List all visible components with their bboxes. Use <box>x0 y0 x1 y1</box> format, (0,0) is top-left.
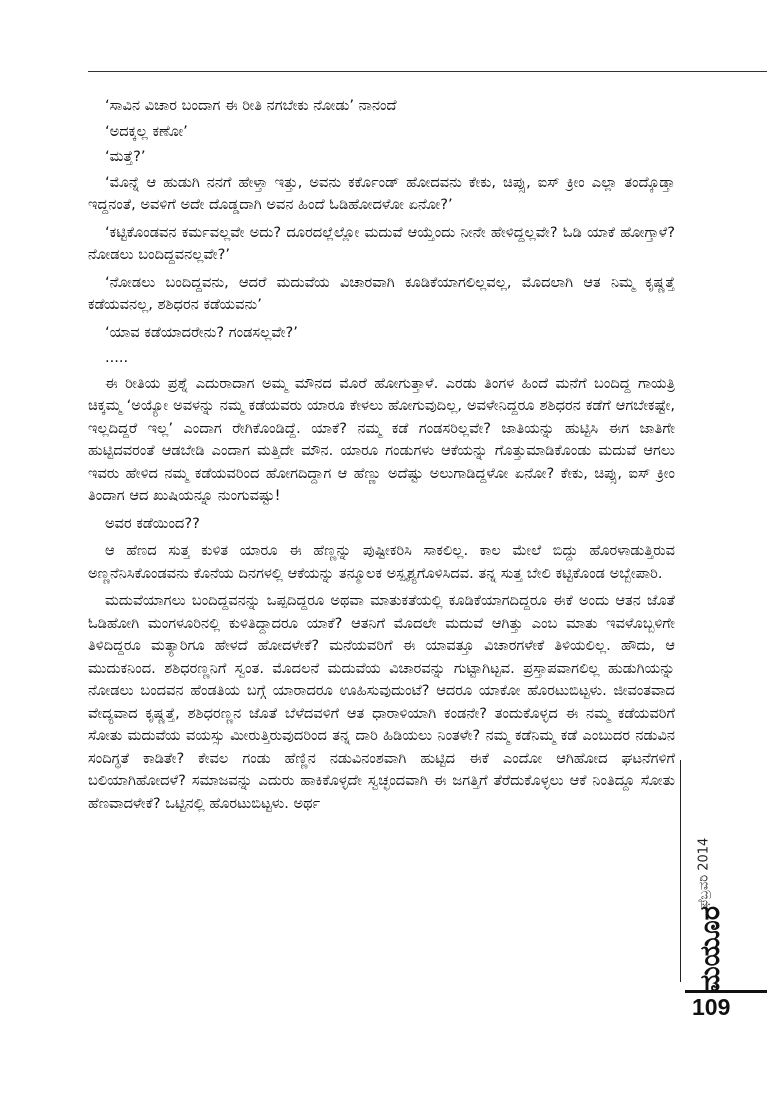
ellipsis-separator: ..... <box>105 349 129 366</box>
paragraph-3: ‘ಮತ್ತೆ?’ <box>105 148 146 165</box>
paragraph-9: ಅವರ ಕಡೆಯಿಂದ?? <box>105 514 200 532</box>
paragraph-8: ಈ ರೀತಿಯ ಪ್ರಶ್ನೆ ಎದುರಾದಾಗ ಅಮ್ಮ ಮೌನದ ಮೊರೆ ಹೋಗುತ್ತಾಳೆ. ಎರಡು ತಿಂಗಳ ಹಿಂದೆ ಮನೆಗೆ ಬಂದಿದ್ದ ಗಾಯತ್ರಿ ಚಿಕ್ಕಮ್ಮ ‘ಅಯ್ಯೋ ಅವಳನ್ನು ನಮ್ಮ ಕಡೆಯವರು ಯಾರೂ ಕೇಳಲು ಹೋಗುವುದಿಲ್ಲ, ಅವಳೇನಿದ್ದರೂ ಶಶಿಧರನ ಕಡೆಗೆ ಆಗಬೇಕಷ್ಟೇ, ಇಲ್ಲದಿದ್ದರೆ ಇಲ್ಲ’ ಎಂದಾಗ ರೇಗಿಕೊಂಡಿದ್ದೆ. ಯಾಕೆ? ನಮ್ಮ ಕಡೆ ಗಂಡಸರಿಲ್ಲವೇ? ಜಾತಿಯನ್ನು ಹುಟ್ಟಿಸಿ ಈಗ ಜಾತಿಗೇ ಹುಟ್ಟಿದವರಂತೆ ಆಡಬೇಡಿ ಎಂದಾಗ ಮತ್ತಿದೇ ಮೌನ. ಯಾರೂ ಗಂಡುಗಳು ಆಕೆಯನ್ನು ಗೊತ್ತುಮಾಡಿಕೊಂಡು ಮದುವೆ ಆಗಲು ಇವರು ಹೇಳಿದ ನಮ್ಮ ಕಡೆಯವರಿಂದ ಹೋಗದಿದ್ದಾಗ ಆ ಹೆಣ್ಣು ಅದೆಷ್ಟು ಅಲುಗಾಡಿದ್ದಳೋ ಏನೋ? ಕೇಕು, ಚಿಪ್ಸು, ಐಸ್ ಕ್ರೀಂ ತಿಂದಾಗ ಆದ ಖುಷಿಯನ್ನೂ ನುಂಗುವಷ್ಟು! <box>88 374 675 504</box>
article-body <box>88 95 675 820</box>
paragraph-7: ‘ಯಾವ ಕಡೆಯಾದರೇನು? ಗಂಡಸಲ್ಲವೇ?’ <box>105 323 298 341</box>
paragraph-2: ‘ಅದಕ್ಕಲ್ಲ ಕಣೋ’ <box>105 122 188 140</box>
page-number: 109 <box>692 994 731 1020</box>
paragraph-6: ‘ನೋಡಲು ಬಂದಿದ್ದವನು, ಆದರೆ ಮದುವೆಯ ವಿಚಾರವಾಗಿ ಕೂಡಿಕೆಯಾಗಲಿಲ್ಲವಲ್ಲ, ಮೊದಲಾಗಿ ಆತ ನಿಮ್ಮ ಕೃಷ್ಣತ್ತೆ ಕಡೆಯವನಲ್ಲ, ಶಶಿಧರನ ಕಡೆಯವನು’ <box>88 273 675 313</box>
sidebar-rule <box>680 760 681 982</box>
paragraph-1: ‘ಸಾವಿನ ವಿಚಾರ ಬಂದಾಗ ಈ ರೀತಿ ನಗಬೇಕು ನೋಡು’ ನಾನಂದೆ <box>105 97 397 114</box>
issue-date: ಫೆಬ್ರವರಿ 2014 <box>696 837 712 909</box>
paragraph-5: ‘ಕಟ್ಟಿಕೊಂಡವನ ಕರ್ಮವಲ್ಲವೇ ಅದು? ದೂರದಲ್ಲೆಲ್ಲೋ ಮದುವೆ ಆಯ್ತೆಂದು ನೀನೇ ಹೇಳಿದ್ದಲ್ಲವೇ? ಓಡಿ ಯಾಕೆ ಹೋಗ್ತಾಳೆ? ನೋಡಲು ಬಂದಿದ್ದವನಲ್ಲವೇ?’ <box>88 223 675 263</box>
paragraph-4: ‘ಮೊನ್ನೆ ಆ ಹುಡುಗಿ ನನಗೆ ಹೇಳ್ತಾ ಇತ್ತು, ಅವನು ಕರ್ಕೊಂಡ್ ಹೋದವನು ಕೇಕು, ಚಿಪ್ಸು, ಐಸ್ ಕ್ರೀಂ ಎಲ್ಲಾ ತಂದ್ಕೊಡ್ತಾ ಇದ್ದನಂತೆ, ಅವಳಿಗೆ ಅದೇ ದೊಡ್ಡದಾಗಿ ಅವನ ಹಿಂದೆ ಓಡಿಹೋದಳೋ ಏನೋ?’ <box>88 173 675 213</box>
magazine-logo: ಮಯೂರ <box>695 905 726 993</box>
paragraph-11: ಮದುವೆಯಾಗಲು ಬಂದಿದ್ದವನನ್ನು ಒಪ್ಪದಿದ್ದರೂ ಅಥವಾ ಮಾತುಕತೆಯಲ್ಲಿ ಕೂಡಿಕೆಯಾಗದಿದ್ದರೂ ಈಕೆ ಅಂದು ಆತನ ಜೊತೆ ಓಡಿಹೋಗಿ ಮಂಗಳೂರಿನಲ್ಲಿ ಕುಳಿತಿದ್ದಾದರೂ ಯಾಕೆ? ಆತನಿಗೆ ಮೊದಲೇ ಮದುವೆ ಆಗಿತ್ತು ಎಂಬ ಮಾತು ಇವಳೊಬ್ಬಳಿಗೇ ತಿಳಿದಿದ್ದರೂ ಮತ್ಯಾರಿಗೂ ಹೇಳದೆ ಹೋದಳೇಕೆ? ಮನೆಯವರಿಗೆ ಈ ಯಾವತ್ತೂ ವಿಚಾರಗಳೇಕೆ ತಿಳಿಯಲಿಲ್ಲ. ಹೌದು, ಆ ಮುದುಕನಿಂದ. ಶಶಿಧರಣ್ಣನಿಗೆ ಸ್ವಂತ. ಮೊದಲನೆ ಮದುವೆಯ ವಿಚಾರವನ್ನು ಗುಟ್ಟಾಗಿಟ್ಟವ. ಪ್ರಸ್ತಾಪವಾಗಲಿಲ್ಲ ಹುಡುಗಿಯನ್ನು ನೋಡಲು ಬಂದವನ ಹೆಂಡತಿಯ ಬಗ್ಗೆ ಯಾರಾದರೂ ಊಹಿಸುವುದುಂಟೆ? ಆದರೂ ಯಾಕೋ ಹೊರಟುಬಿಟ್ಟಳು. ಜೀವಂತವಾದ ವೇದ್ಯವಾದ ಕೃಷ್ಣತ್ತೆ, ಶಶಿಧರಣ್ಣನ ಜೊತೆ ಬೆಳೆದವಳಿಗೆ ಆತ ಧಾರಾಳಿಯಾಗಿ ಕಂಡನೇ? ತಂದುಕೊಳ್ಳದ ಈ ನಮ್ಮ ಕಡೆಯವರಿಗೆ ಸೋತು ಮದುವೆಯ ವಯಸ್ಸು ಮೀರುತ್ತಿರುವುದರಿಂದ ತನ್ನ ದಾರಿ ಹಿಡಿಯಲು ನಿಂತಳೇ? ನಮ್ಮ ಕಡೆನಿಮ್ಮ ಕಡೆ ಎಂಬುದರ ನಡುವಿನ ಸಂದಿಗ್ಧತೆ ಕಾಡಿತೇ? ಕೇವಲ ಗಂಡು ಹೆಣ್ಣಿನ ನಡುವಿನಂಶವಾಗಿ ಹುಟ್ಟಿದ ಈಕೆ ಎಂದೋ ಆಗಿಹೋದ ಘಟನೆಗಳಿಗೆ ಬಲಿಯಾಗಿಹೋದಳೆ? ಸಮಾಜವನ್ನು ಎದುರು ಹಾಕಿಕೊಳ್ಳದೇ ಸ್ವಚ್ಛಂದವಾಗಿ ಈ ಜಗತ್ತಿಗೆ ತೆರೆದುಕೊಳ್ಳಲು ಆಕೆ ನಿಂತಿದ್ದೂ ಸೋತು ಹೆಣವಾದಳೇಕೆ? ಒಟ್ಟಿನಲ್ಲಿ ಹೊರಟುಬಿಟ್ಟಳು. ಅರ್ಥ <box>88 592 675 812</box>
header-rule <box>88 71 767 72</box>
paragraph-10: ಆ ಹೆಣದ ಸುತ್ತ ಕುಳಿತ ಯಾರೂ ಈ ಹೆಣ್ಣನ್ನು ಪುಷ್ಟೀಕರಿಸಿ ಸಾಕಲಿಲ್ಲ. ಕಾಲ ಮೇಲೆ ಬಿದ್ದು ಹೊರಳಾಡುತ್ತಿರುವ ಅಣ್ಣನೆನಿಸಿಕೊಂಡವನು ಕೊನೆಯ ದಿನಗಳಲ್ಲಿ ಆಕೆಯನ್ನು ತನ್ಮೂಲಕ ಅಸ್ಪೃಶ್ಯಗೊಳಿಸಿದವ. ತನ್ನ ಸುತ್ತ ಬೇಲಿ ಕಟ್ಟಿಕೊಂಡ ಅಬ್ಬೇಪಾರಿ. <box>88 542 675 582</box>
footer-rule <box>685 990 767 993</box>
